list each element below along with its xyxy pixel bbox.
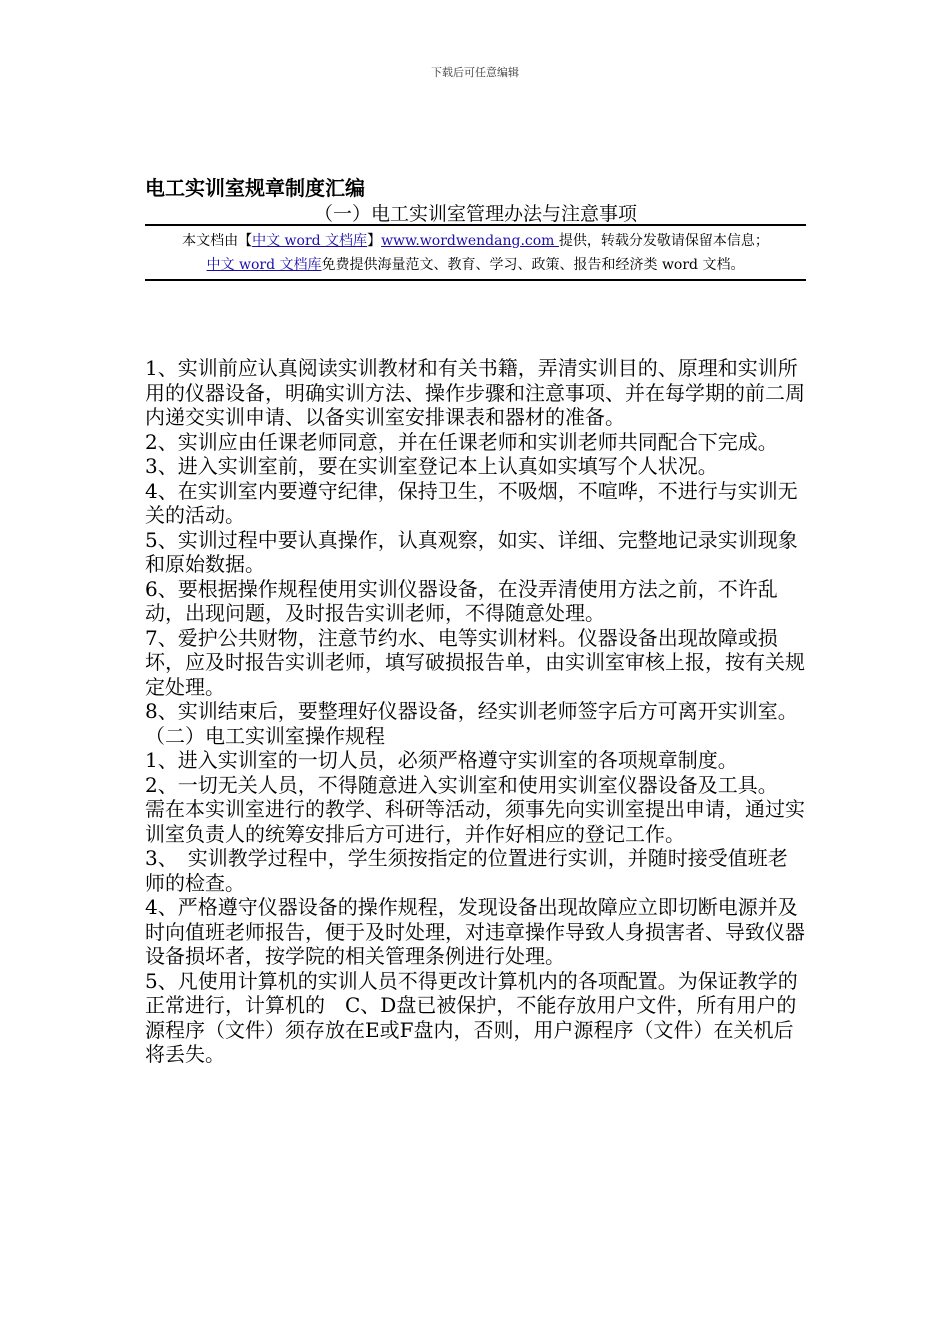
word-library-link[interactable]: 中文 word 文档库 [252,233,368,249]
top-divider [145,224,806,226]
word-library-link-2[interactable]: 中文 word 文档库 [206,257,322,273]
paragraph: 4、严格遵守仪器设备的操作规程，发现设备出现故障应立即切断电源并及时向值班老师报告，便于及时处理，对违章操作导致人身损害者、导致仪器设备损坏者，按学院的相关管理条例进行处理。 [145,895,805,968]
paragraph: 5、凡使用计算机的实训人员不得更改计算机内的各项配置。为保证教学的正常进行，计算机的 C、D盘已被保护，不能存放用户文件，所有用户的源程序（文件）须存放在E或F盘内，否则，用户源程序（文件）在关机后将丢失。 [145,968,798,1066]
paragraph: 5、实训过程中要认真操作，认真观察，如实、详细、完整地记录实训现象和原始数据。 [145,527,798,576]
paragraph: 8、实训结束后，要整理好仪器设备，经实训老师签字后方可离开实训室。 [145,699,798,723]
notice-prefix: 本文档由【 [182,233,253,249]
paragraph: 4、在实训室内要遵守纪律，保持卫生，不吸烟，不喧哗，不进行与实训无关的活动。 [145,478,798,527]
document-body [145,356,806,1067]
paragraph: 2、一切无关人员，不得随意进入实训室和使用实训室仪器设备及工具。 需在本实训室进行的教学、科研等活动，须事先向实训室提出申请，通过实训室负责人的统筹安排后方可进行，并作好相应的登记工作。 [145,772,805,846]
bottom-divider [145,279,806,281]
notice-bracket: 】 [367,233,382,249]
paragraph: 1、实训前应认真阅读实训教材和有关书籍，弄清实训目的、原理和实训所用的仪器设备，明确实训方法、操作步骤和注意事项、并在每学期的前二周内递交实训申请、以备实训室安排课表和器材的准备。 [145,356,805,429]
paragraph: 6、要根据操作规程使用实训仪器设备，在没弄清使用方法之前，不许乱动，出现问题，及时报告实训老师，不得随意处理。 [145,576,778,625]
paragraph: 3、进入实训室前，要在实训室登记本上认真如实填写个人状况。 [145,454,718,478]
website-link[interactable]: www.wordwendang.com [381,233,559,249]
source-notice [145,229,806,277]
page-header-note: 下载后可任意编辑 [431,66,519,79]
paragraph: 1、进入实训室的一切人员，必须严格遵守实训室的各项规章制度。 [145,748,738,772]
section-heading: （二）电工实训室操作规程 [145,723,385,748]
notice-text-2: 免费提供海量范文、教育、学习、政策、报告和经济类 word 文档。 [321,257,745,273]
paragraph: 2、实训应由任课老师同意，并在任课老师和实训老师共同配合下完成。 [145,429,778,454]
document-subtitle: （一）电工实训室管理办法与注意事项 [313,203,637,225]
document-title: 电工实训室规章制度汇编 [145,176,365,200]
paragraph: 7、爱护公共财物，注意节约水、电等实训材料。仪器设备出现故障或损坏，应及时报告实训老师，填写破损报告单，由实训室审核上报，按有关规定处理。 [145,625,805,699]
notice-text-1: 提供，转载分发敬请保留本信息； [558,233,769,249]
paragraph: 3、 实训教学过程中，学生须按指定的位置进行实训，并随时接受值班老师的检查。 [145,846,788,895]
